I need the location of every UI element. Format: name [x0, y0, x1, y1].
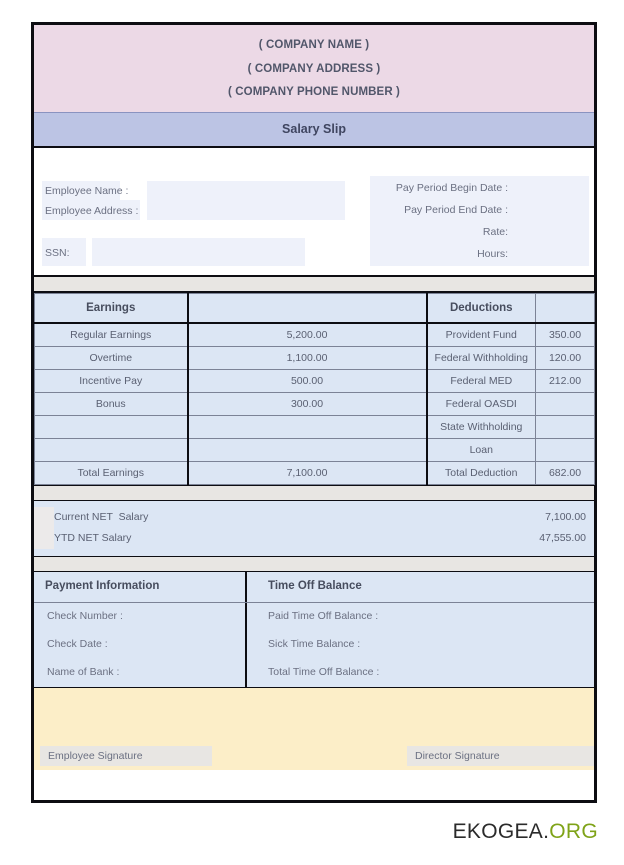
- employee-name-input[interactable]: [147, 181, 345, 200]
- earning-amount[interactable]: 1,100.00: [188, 346, 427, 369]
- earning-amount[interactable]: 5,200.00: [188, 323, 427, 346]
- payment-information-header: Payment Information: [45, 579, 160, 592]
- table-header-row: [35, 293, 595, 323]
- earning-name: [35, 438, 188, 461]
- earnings-deductions-table: [34, 293, 595, 485]
- employee-info-section: [34, 148, 594, 275]
- table-row: [35, 392, 595, 415]
- earnings-amount-header: [188, 293, 427, 323]
- earning-name: Overtime: [35, 346, 188, 369]
- deductions-header: Deductions: [427, 293, 536, 323]
- check-number-label: Check Number :: [47, 609, 123, 622]
- net-salary-section: [34, 501, 594, 556]
- section-separator-3: [34, 556, 594, 572]
- table-row: [35, 346, 595, 369]
- salary-slip-document: [31, 22, 597, 803]
- earning-name: [35, 415, 188, 438]
- deduction-name: Federal MED: [427, 369, 536, 392]
- sick-time-balance-label: Sick Time Balance :: [268, 637, 361, 650]
- deduction-amount[interactable]: [536, 392, 595, 415]
- deduction-name: Federal Withholding: [427, 346, 536, 369]
- ytd-net-salary-row: [34, 528, 594, 549]
- payment-timeoff-header-row: [34, 572, 594, 603]
- ytd-net-salary-value: 47,555.00: [539, 531, 586, 544]
- deduction-amount[interactable]: 212.00: [536, 369, 595, 392]
- total-deduction-amount: 682.00: [536, 461, 595, 484]
- deduction-name: Federal OASDI: [427, 392, 536, 415]
- watermark-tld: ORG: [549, 820, 598, 843]
- deduction-amount[interactable]: [536, 415, 595, 438]
- table-row: [35, 415, 595, 438]
- deduction-amount[interactable]: 350.00: [536, 323, 595, 346]
- company-name: ( COMPANY NAME ): [258, 39, 370, 51]
- current-net-salary-value: 7,100.00: [545, 510, 586, 523]
- deduction-amount[interactable]: [536, 438, 595, 461]
- table-row: [35, 323, 595, 346]
- total-deduction-label: Total Deduction: [427, 461, 536, 484]
- row-gutter: [34, 528, 54, 549]
- pay-period-end-date-label: Pay Period End Date :: [404, 203, 508, 216]
- table-total-row: [35, 461, 595, 484]
- employee-address-input[interactable]: [147, 200, 345, 220]
- table-row: [35, 369, 595, 392]
- current-net-salary-label: Current NET Salary: [54, 510, 149, 523]
- deduction-amount[interactable]: 120.00: [536, 346, 595, 369]
- earning-name: Incentive Pay: [35, 369, 188, 392]
- ssn-label: SSN:: [45, 246, 70, 259]
- employee-address-label: Employee Address :: [45, 204, 139, 217]
- total-earnings-label: Total Earnings: [35, 461, 188, 484]
- hours-label: Hours:: [477, 247, 508, 260]
- deductions-amount-header: [536, 293, 595, 323]
- company-header: [34, 25, 594, 112]
- watermark: [453, 820, 598, 844]
- name-of-bank-label: Name of Bank :: [47, 665, 120, 678]
- section-separator-1: [34, 275, 594, 293]
- earning-amount[interactable]: 500.00: [188, 369, 427, 392]
- payment-timeoff-section: [34, 572, 594, 687]
- earning-amount[interactable]: [188, 438, 427, 461]
- rate-label: Rate:: [482, 225, 508, 238]
- page-title: Salary Slip: [282, 121, 346, 136]
- paid-time-off-balance-label: Paid Time Off Balance :: [268, 609, 379, 622]
- earning-name: Regular Earnings: [35, 323, 188, 346]
- deduction-name: State Withholding: [427, 415, 536, 438]
- earning-name: Bonus: [35, 392, 188, 415]
- section-separator-2: [34, 485, 594, 501]
- employee-name-label: Employee Name :: [45, 184, 129, 197]
- earning-amount[interactable]: 300.00: [188, 392, 427, 415]
- earning-amount[interactable]: [188, 415, 427, 438]
- earnings-header: Earnings: [35, 293, 188, 323]
- watermark-name: EKOGEA.: [452, 820, 550, 843]
- pay-period-input-bg[interactable]: [511, 176, 589, 266]
- table-row: [35, 438, 595, 461]
- deduction-name: Loan: [427, 438, 536, 461]
- pay-period-begin-date-label: Pay Period Begin Date :: [395, 181, 508, 194]
- ytd-net-salary-label: YTD NET Salary: [54, 531, 132, 544]
- check-date-label: Check Date :: [47, 637, 108, 650]
- row-gutter: [34, 507, 54, 528]
- time-off-balance-header: Time Off Balance: [268, 579, 362, 592]
- deduction-name: Provident Fund: [427, 323, 536, 346]
- total-time-off-balance-label: Total Time Off Balance :: [268, 665, 380, 678]
- director-signature-label: Director Signature: [407, 746, 594, 766]
- signature-section: [34, 687, 594, 770]
- document-title-band: [34, 112, 594, 148]
- company-address: ( COMPANY ADDRESS ): [247, 62, 381, 75]
- company-phone: ( COMPANY PHONE NUMBER ): [228, 86, 400, 98]
- employee-signature-label: Employee Signature: [40, 746, 212, 766]
- current-net-salary-row: [34, 507, 594, 528]
- total-earnings-amount: 7,100.00: [188, 461, 427, 484]
- ssn-input[interactable]: [92, 238, 305, 266]
